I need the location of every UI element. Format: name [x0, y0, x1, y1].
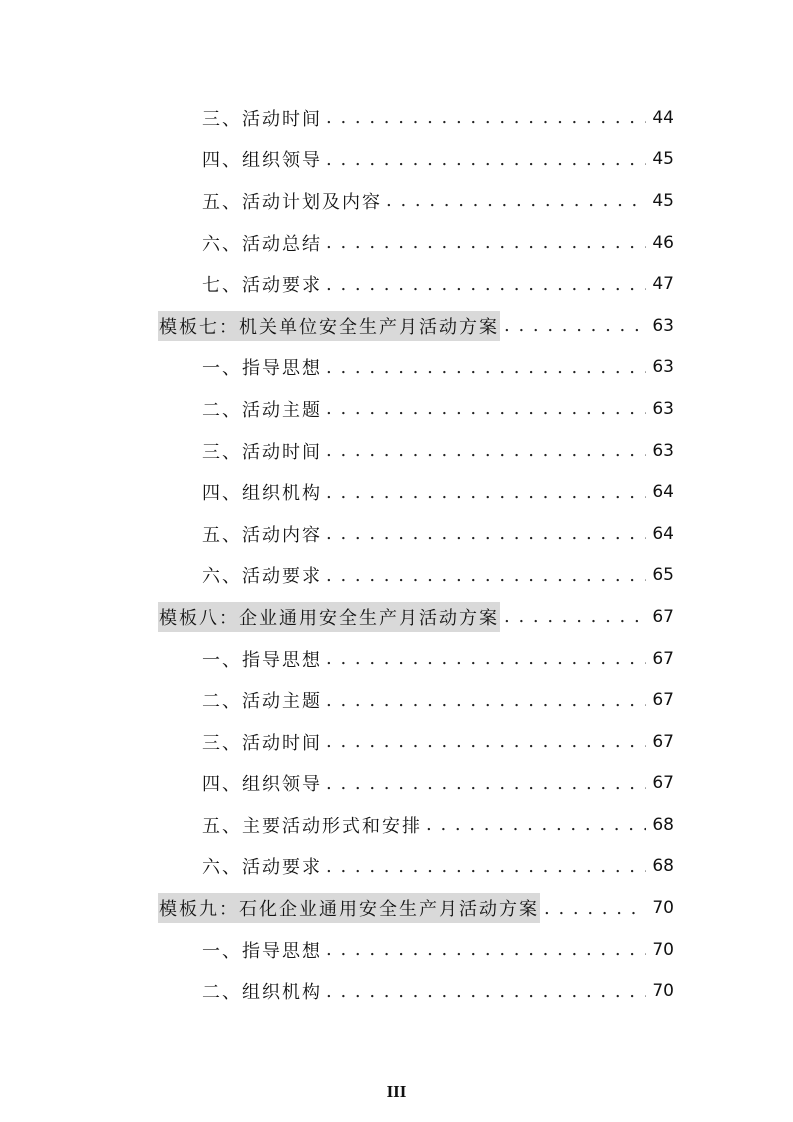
dot-leader [322, 482, 646, 503]
dot-leader [322, 565, 646, 586]
toc-entry-title: 模板七：机关单位安全生产月活动方案 [158, 311, 500, 341]
dot-leader [322, 731, 646, 752]
toc-entry-page: 67 [652, 648, 674, 669]
dot-leader [540, 898, 646, 919]
toc-chapter-entry[interactable] [158, 596, 674, 638]
toc-entry-title: 三、活动时间 [202, 732, 322, 754]
toc-entry-page: 45 [652, 190, 674, 211]
toc-entry-title: 六、活动要求 [202, 566, 322, 588]
dot-leader [322, 357, 646, 378]
toc-entry-page: 70 [652, 898, 674, 919]
dot-leader [322, 440, 646, 461]
toc-entry-title: 模板九：石化企业通用安全生产月活动方案 [158, 893, 540, 923]
toc-entry-title: 三、活动时间 [202, 441, 322, 463]
page-number: III [386, 1082, 407, 1101]
toc-section-entry[interactable] [158, 347, 674, 389]
toc-section-entry[interactable] [158, 970, 674, 1012]
toc-entry-title: 四、组织领导 [202, 774, 322, 796]
toc-entry-page: 46 [652, 232, 674, 253]
toc-entry-title: 二、活动主题 [202, 691, 322, 713]
dot-leader [500, 606, 646, 627]
toc-entry-title: 二、活动主题 [202, 399, 322, 421]
toc-section-entry[interactable] [158, 513, 674, 555]
toc-entry-title: 一、指导思想 [202, 649, 322, 671]
toc-entry-title: 六、活动要求 [202, 857, 322, 879]
toc-entry-title: 五、活动计划及内容 [202, 191, 382, 213]
toc-section-entry[interactable] [158, 846, 674, 888]
dot-leader [322, 232, 646, 253]
toc-section-entry[interactable] [158, 763, 674, 805]
toc-section-entry[interactable] [158, 97, 674, 139]
toc-section-entry[interactable] [158, 679, 674, 721]
dot-leader [322, 648, 646, 669]
toc-entry-page: 63 [652, 440, 674, 461]
toc-entry-page: 64 [652, 523, 674, 544]
toc-section-entry[interactable] [158, 180, 674, 222]
toc-entry-page: 68 [652, 814, 674, 835]
dot-leader [322, 939, 646, 960]
toc-entry-page: 68 [652, 856, 674, 877]
toc-entry-title: 三、活动时间 [202, 108, 322, 130]
toc-entry-page: 67 [652, 773, 674, 794]
toc-section-entry[interactable] [158, 222, 674, 264]
toc-entry-title: 六、活动总结 [202, 233, 322, 255]
toc-entry-title: 四、组织领导 [202, 150, 322, 172]
toc-entry-title: 五、主要活动形式和安排 [202, 815, 422, 837]
toc-entry-title: 一、指导思想 [202, 940, 322, 962]
toc-entry-page: 47 [652, 274, 674, 295]
toc-section-entry[interactable] [158, 638, 674, 680]
toc-entry-page: 67 [652, 731, 674, 752]
toc-section-entry[interactable] [158, 471, 674, 513]
toc-entry-page: 65 [652, 565, 674, 586]
toc-entry-page: 70 [652, 981, 674, 1002]
toc-section-entry[interactable] [158, 929, 674, 971]
toc-entry-title: 七、活动要求 [202, 275, 322, 297]
toc-entry-page: 63 [652, 315, 674, 336]
toc-entry-page: 63 [652, 357, 674, 378]
dot-leader [322, 773, 646, 794]
toc-entry-title: 二、组织机构 [202, 982, 322, 1004]
dot-leader [322, 107, 646, 128]
dot-leader [322, 149, 646, 170]
toc-section-entry[interactable] [158, 430, 674, 472]
table-of-contents [158, 97, 674, 1012]
toc-entry-page: 70 [652, 939, 674, 960]
toc-section-entry[interactable] [158, 721, 674, 763]
toc-chapter-entry[interactable] [158, 887, 674, 929]
toc-entry-title: 四、组织机构 [202, 483, 322, 505]
toc-entry-page: 67 [652, 690, 674, 711]
toc-section-entry[interactable] [158, 139, 674, 181]
dot-leader [322, 981, 646, 1002]
dot-leader [422, 814, 646, 835]
dot-leader [500, 315, 646, 336]
toc-entry-page: 45 [652, 149, 674, 170]
dot-leader [382, 190, 646, 211]
toc-entry-title: 五、活动内容 [202, 524, 322, 546]
dot-leader [322, 856, 646, 877]
toc-entry-title: 一、指导思想 [202, 358, 322, 380]
toc-chapter-entry[interactable] [158, 305, 674, 347]
dot-leader [322, 274, 646, 295]
dot-leader [322, 690, 646, 711]
toc-section-entry[interactable] [158, 263, 674, 305]
toc-entry-page: 64 [652, 482, 674, 503]
toc-entry-title: 模板八：企业通用安全生产月活动方案 [158, 602, 500, 632]
dot-leader [322, 398, 646, 419]
toc-entry-page: 44 [652, 107, 674, 128]
toc-section-entry[interactable] [158, 388, 674, 430]
dot-leader [322, 523, 646, 544]
toc-entry-page: 67 [652, 606, 674, 627]
toc-section-entry[interactable] [158, 555, 674, 597]
toc-section-entry[interactable] [158, 804, 674, 846]
toc-entry-page: 63 [652, 398, 674, 419]
